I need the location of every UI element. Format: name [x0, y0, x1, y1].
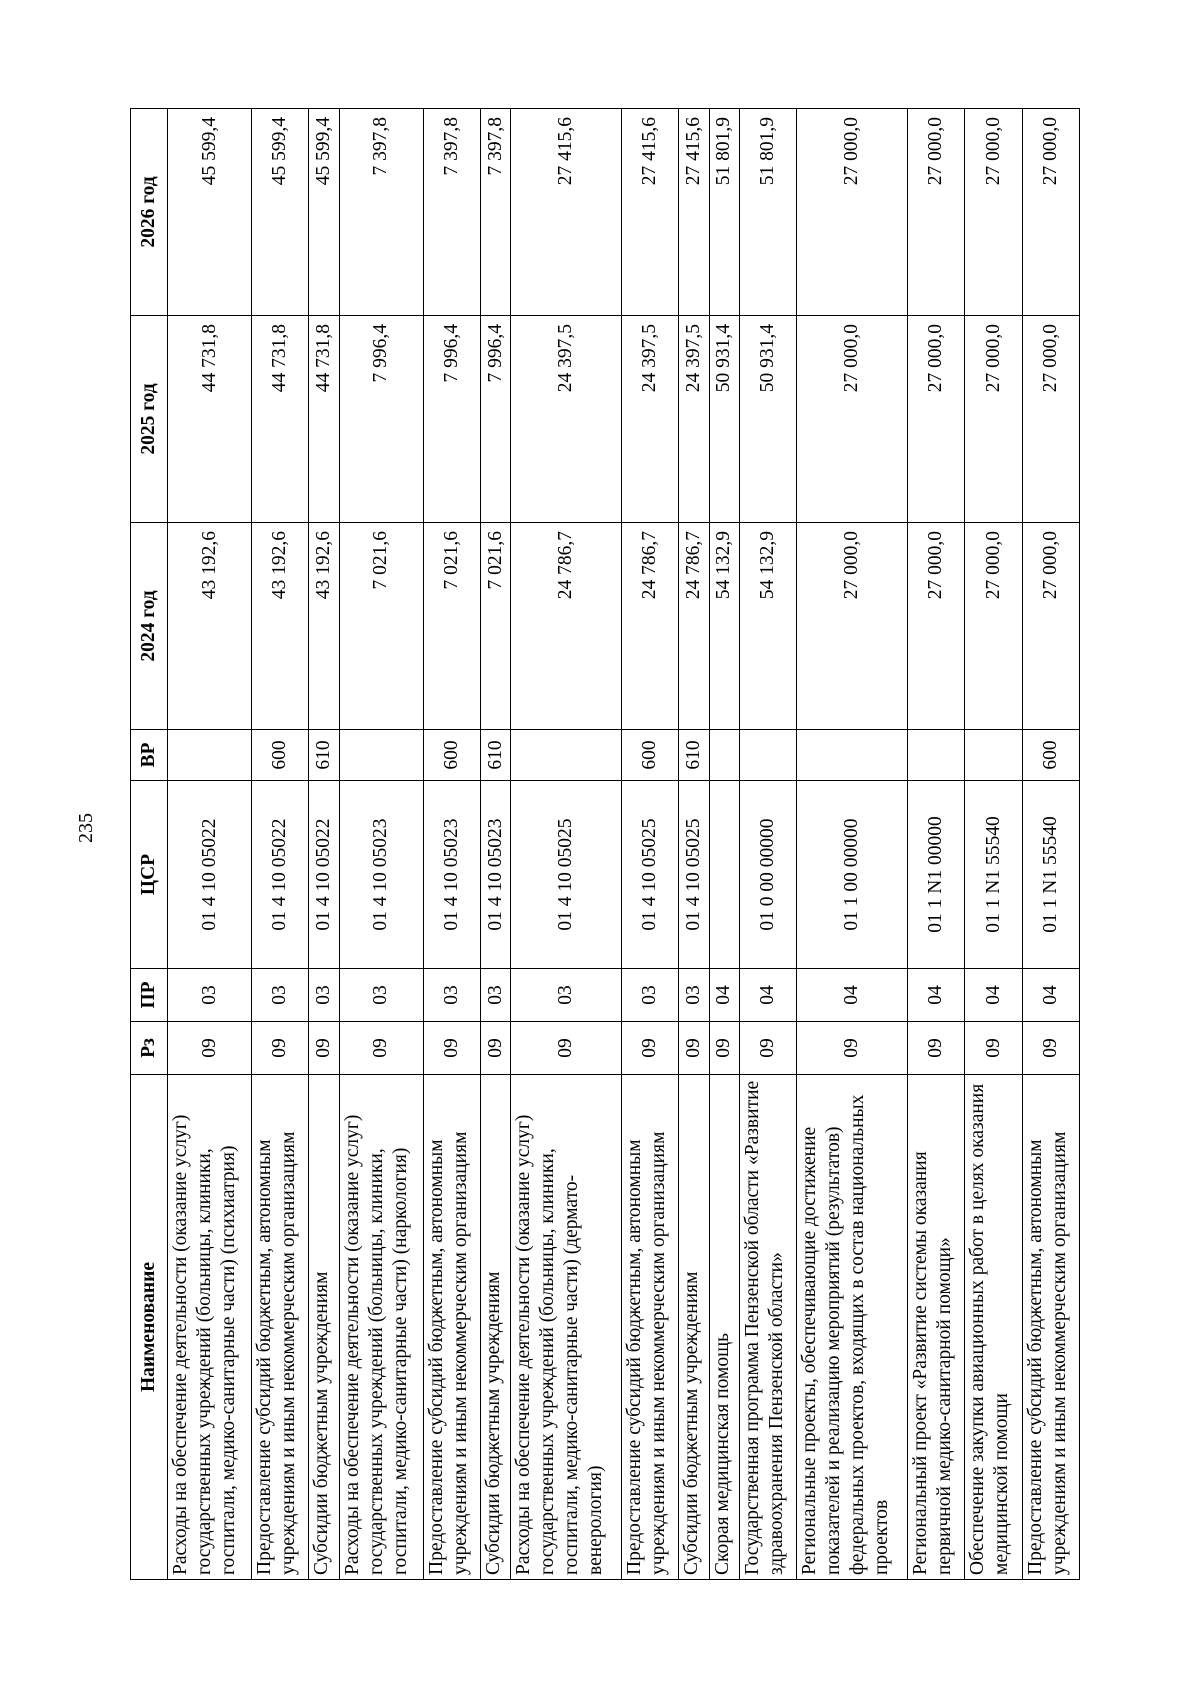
- cell-pr: 03: [480, 969, 510, 1022]
- cell-rz: 09: [797, 1022, 908, 1075]
- cell-2026: 27 415,6: [622, 109, 679, 316]
- cell-csr: 01 4 10 05022: [252, 781, 309, 969]
- cell-2024: 7 021,6: [423, 523, 480, 730]
- cell-2026: 27 415,6: [511, 109, 622, 316]
- cell-pr: 03: [252, 969, 309, 1022]
- cell-csr: 01 4 10 05022: [309, 781, 339, 969]
- header-2025: 2025 год: [131, 316, 168, 523]
- cell-2025: 50 931,4: [709, 316, 739, 523]
- cell-name: Субсидии бюджетным учреждениям: [480, 1075, 510, 1580]
- cell-pr: 04: [740, 969, 797, 1022]
- cell-rz: 09: [908, 1022, 965, 1075]
- cell-2026: 7 397,8: [423, 109, 480, 316]
- cell-2026: 51 801,9: [740, 109, 797, 316]
- header-csr: ЦСР: [131, 781, 168, 969]
- cell-rz: 09: [709, 1022, 739, 1075]
- cell-2024: 24 786,7: [679, 523, 709, 730]
- cell-csr: 01 4 10 05025: [622, 781, 679, 969]
- budget-table: [130, 108, 1080, 1580]
- cell-2024: 43 192,6: [252, 523, 309, 730]
- rotated-table-container: [130, 108, 1080, 1580]
- cell-pr: 03: [309, 969, 339, 1022]
- cell-2026: 45 599,4: [252, 109, 309, 316]
- cell-vr: 600: [622, 730, 679, 781]
- cell-pr: 04: [908, 969, 965, 1022]
- cell-vr: [168, 730, 252, 781]
- header-name: Наименование: [131, 1075, 168, 1580]
- cell-name: Расходы на обеспечение деятельности (оказание услуг) государственных учреждений (больницы, клиники, госпитали, медико-санитарные части) (наркология): [339, 1075, 423, 1580]
- header-2026: 2026 год: [131, 109, 168, 316]
- cell-2026: 27 000,0: [797, 109, 908, 316]
- cell-2025: 7 996,4: [423, 316, 480, 523]
- cell-2024: 43 192,6: [168, 523, 252, 730]
- cell-name: Государственная программа Пензенской области «Развитие здравоохранения Пензенской области»: [740, 1075, 797, 1580]
- cell-vr: [965, 730, 1022, 781]
- cell-2025: 7 996,4: [339, 316, 423, 523]
- cell-pr: 03: [423, 969, 480, 1022]
- cell-2024: 43 192,6: [309, 523, 339, 730]
- cell-name: Предоставление субсидий бюджетным, автономным учреждениям и иным некоммерческим организациям: [1022, 1075, 1079, 1580]
- cell-name: Субсидии бюджетным учреждениям: [309, 1075, 339, 1580]
- cell-vr: 610: [480, 730, 510, 781]
- table-row: [252, 109, 309, 1580]
- table-row: [622, 109, 679, 1580]
- cell-2024: 27 000,0: [908, 523, 965, 730]
- cell-vr: 600: [1022, 730, 1079, 781]
- cell-2026: 27 000,0: [908, 109, 965, 316]
- cell-csr: 01 4 10 05023: [480, 781, 510, 969]
- cell-2025: 27 000,0: [797, 316, 908, 523]
- cell-2025: 24 397,5: [679, 316, 709, 523]
- cell-2025: 44 731,8: [252, 316, 309, 523]
- cell-vr: [797, 730, 908, 781]
- cell-pr: 04: [709, 969, 739, 1022]
- cell-2025: 7 996,4: [480, 316, 510, 523]
- cell-csr: 01 4 10 05025: [679, 781, 709, 969]
- cell-csr: 01 4 10 05025: [511, 781, 622, 969]
- cell-rz: 09: [252, 1022, 309, 1075]
- cell-pr: 03: [622, 969, 679, 1022]
- table-row: [679, 109, 709, 1580]
- cell-2025: 44 731,8: [309, 316, 339, 523]
- table-row: [965, 109, 1022, 1580]
- cell-vr: [908, 730, 965, 781]
- cell-name: Субсидии бюджетным учреждениям: [679, 1075, 709, 1580]
- table-row: [309, 109, 339, 1580]
- cell-rz: 09: [740, 1022, 797, 1075]
- cell-2025: 27 000,0: [965, 316, 1022, 523]
- cell-2026: 7 397,8: [480, 109, 510, 316]
- table-row: [797, 109, 908, 1580]
- cell-pr: 03: [679, 969, 709, 1022]
- cell-csr: 01 4 10 05023: [423, 781, 480, 969]
- table-row: [168, 109, 252, 1580]
- cell-pr: 04: [797, 969, 908, 1022]
- cell-csr: 01 4 10 05022: [168, 781, 252, 969]
- cell-2024: 27 000,0: [797, 523, 908, 730]
- page-number: 235: [75, 813, 97, 843]
- table-row: [1022, 109, 1079, 1580]
- cell-vr: 610: [679, 730, 709, 781]
- cell-2024: 24 786,7: [511, 523, 622, 730]
- cell-2024: 7 021,6: [339, 523, 423, 730]
- cell-name: Скорая медицинская помощь: [709, 1075, 739, 1580]
- cell-vr: [740, 730, 797, 781]
- cell-rz: 09: [622, 1022, 679, 1075]
- cell-name: Обеспечение закупки авиационных работ в целях оказания медицинской помощи: [965, 1075, 1022, 1580]
- cell-rz: 09: [1022, 1022, 1079, 1075]
- cell-2025: 27 000,0: [908, 316, 965, 523]
- cell-2025: 24 397,5: [511, 316, 622, 523]
- cell-2026: 45 599,4: [168, 109, 252, 316]
- cell-rz: 09: [423, 1022, 480, 1075]
- table-body: [168, 109, 1080, 1580]
- cell-2024: 27 000,0: [1022, 523, 1079, 730]
- cell-2026: 45 599,4: [309, 109, 339, 316]
- cell-rz: 09: [679, 1022, 709, 1075]
- header-rz: Рз: [131, 1022, 168, 1075]
- cell-2024: 27 000,0: [965, 523, 1022, 730]
- cell-name: Расходы на обеспечение деятельности (оказание услуг) государственных учреждений (больницы, клиники, госпитали, медико-санитарные части) (психиатрия): [168, 1075, 252, 1580]
- cell-vr: 610: [309, 730, 339, 781]
- cell-2024: 24 786,7: [622, 523, 679, 730]
- cell-name: Предоставление субсидий бюджетным, автономным учреждениям и иным некоммерческим организациям: [252, 1075, 309, 1580]
- cell-2025: 44 731,8: [168, 316, 252, 523]
- cell-csr: 01 1 N1 55540: [965, 781, 1022, 969]
- cell-vr: 600: [252, 730, 309, 781]
- cell-2026: 27 000,0: [965, 109, 1022, 316]
- cell-rz: 09: [309, 1022, 339, 1075]
- cell-csr: 01 0 00 00000: [740, 781, 797, 969]
- cell-name: Расходы на обеспечение деятельности (оказание услуг) государственных учреждений (больницы, клиники, госпитали, медико-санитарные части) (дермато-венерология): [511, 1075, 622, 1580]
- table-row: [740, 109, 797, 1580]
- cell-csr: 01 4 10 05023: [339, 781, 423, 969]
- cell-2024: 54 132,9: [740, 523, 797, 730]
- table-row: [339, 109, 423, 1580]
- table-row: [480, 109, 510, 1580]
- cell-pr: 03: [511, 969, 622, 1022]
- cell-name: Предоставление субсидий бюджетным, автономным учреждениям и иным некоммерческим организациям: [622, 1075, 679, 1580]
- cell-vr: [511, 730, 622, 781]
- table-header-row: [131, 109, 168, 1580]
- header-pr: ПР: [131, 969, 168, 1022]
- cell-vr: [339, 730, 423, 781]
- cell-2026: 27 000,0: [1022, 109, 1079, 316]
- cell-vr: 600: [423, 730, 480, 781]
- cell-rz: 09: [965, 1022, 1022, 1075]
- header-vr: ВР: [131, 730, 168, 781]
- cell-rz: 09: [480, 1022, 510, 1075]
- cell-2024: 7 021,6: [480, 523, 510, 730]
- cell-rz: 09: [168, 1022, 252, 1075]
- cell-csr: 01 1 00 00000: [797, 781, 908, 969]
- cell-pr: 03: [168, 969, 252, 1022]
- cell-rz: 09: [511, 1022, 622, 1075]
- cell-2026: 51 801,9: [709, 109, 739, 316]
- cell-2026: 7 397,8: [339, 109, 423, 316]
- cell-2026: 27 415,6: [679, 109, 709, 316]
- cell-name: Региональный проект «Развитие системы оказания первичной медико-санитарной помощи»: [908, 1075, 965, 1580]
- cell-pr: 04: [965, 969, 1022, 1022]
- cell-2025: 24 397,5: [622, 316, 679, 523]
- cell-csr: 01 1 N1 55540: [1022, 781, 1079, 969]
- cell-2024: 54 132,9: [709, 523, 739, 730]
- table-row: [511, 109, 622, 1580]
- cell-2025: 27 000,0: [1022, 316, 1079, 523]
- table-row: [423, 109, 480, 1580]
- header-2024: 2024 год: [131, 523, 168, 730]
- cell-2025: 50 931,4: [740, 316, 797, 523]
- cell-pr: 03: [339, 969, 423, 1022]
- cell-rz: 09: [339, 1022, 423, 1075]
- cell-pr: 04: [1022, 969, 1079, 1022]
- cell-csr: [709, 781, 739, 969]
- cell-csr: 01 1 N1 00000: [908, 781, 965, 969]
- cell-vr: [709, 730, 739, 781]
- cell-name: Предоставление субсидий бюджетным, автономным учреждениям и иным некоммерческим организациям: [423, 1075, 480, 1580]
- table-row: [908, 109, 965, 1580]
- table-row: [709, 109, 739, 1580]
- cell-name: Региональные проекты, обеспечивающие достижение показателей и реализацию мероприятий (результатов) федеральных проектов, входящих в состав национальных проектов: [797, 1075, 908, 1580]
